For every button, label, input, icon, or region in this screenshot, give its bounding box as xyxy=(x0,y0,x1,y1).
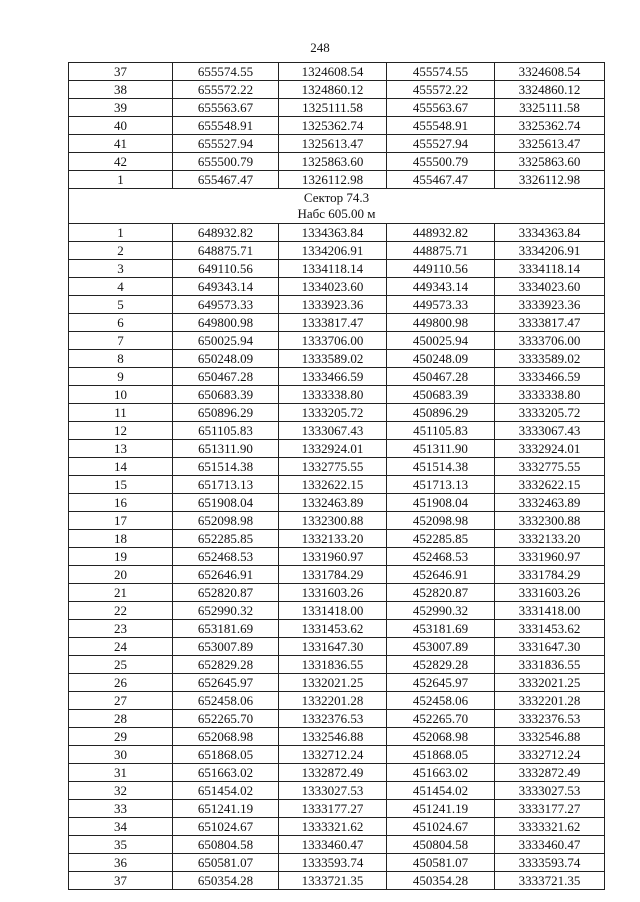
point-number-cell: 12 xyxy=(69,422,173,440)
y-local-cell: 3331418.00 xyxy=(495,602,605,620)
x-local-cell: 449343.14 xyxy=(387,278,495,296)
y-coord-cell: 1332872.49 xyxy=(279,764,387,782)
x-coord-cell: 650896.29 xyxy=(173,404,279,422)
x-coord-cell: 650248.09 xyxy=(173,350,279,368)
x-coord-cell: 648875.71 xyxy=(173,242,279,260)
y-local-cell: 3332622.15 xyxy=(495,476,605,494)
y-local-cell: 3332924.01 xyxy=(495,440,605,458)
table-row xyxy=(69,494,605,512)
y-coord-cell: 1332021.25 xyxy=(279,674,387,692)
table-row xyxy=(69,350,605,368)
y-local-cell: 3333706.00 xyxy=(495,332,605,350)
y-coord-cell: 1331784.29 xyxy=(279,566,387,584)
point-number-cell: 25 xyxy=(69,656,173,674)
x-coord-cell: 655467.47 xyxy=(173,171,279,189)
table-row xyxy=(69,728,605,746)
y-local-cell: 3333321.62 xyxy=(495,818,605,836)
x-coord-cell: 650025.94 xyxy=(173,332,279,350)
x-coord-cell: 648932.82 xyxy=(173,224,279,242)
point-number-cell: 41 xyxy=(69,135,173,153)
table-row xyxy=(69,710,605,728)
y-coord-cell: 1331418.00 xyxy=(279,602,387,620)
y-local-cell: 3333027.53 xyxy=(495,782,605,800)
table-row xyxy=(69,800,605,818)
point-number-cell: 21 xyxy=(69,584,173,602)
x-local-cell: 450896.29 xyxy=(387,404,495,422)
y-local-cell: 3332133.20 xyxy=(495,530,605,548)
y-local-cell: 3325362.74 xyxy=(495,117,605,135)
y-local-cell: 3332872.49 xyxy=(495,764,605,782)
table-row xyxy=(69,81,605,99)
y-coord-cell: 1333177.27 xyxy=(279,800,387,818)
point-number-cell: 39 xyxy=(69,99,173,117)
table-row xyxy=(69,314,605,332)
x-local-cell: 455527.94 xyxy=(387,135,495,153)
x-coord-cell: 651713.13 xyxy=(173,476,279,494)
point-number-cell: 1 xyxy=(69,224,173,242)
y-coord-cell: 1333706.00 xyxy=(279,332,387,350)
x-local-cell: 452990.32 xyxy=(387,602,495,620)
x-coord-cell: 651024.67 xyxy=(173,818,279,836)
y-coord-cell: 1333593.74 xyxy=(279,854,387,872)
x-local-cell: 455500.79 xyxy=(387,153,495,171)
y-coord-cell: 1331647.30 xyxy=(279,638,387,656)
y-coord-cell: 1324860.12 xyxy=(279,81,387,99)
x-local-cell: 452068.98 xyxy=(387,728,495,746)
x-coord-cell: 650467.28 xyxy=(173,368,279,386)
y-coord-cell: 1333460.47 xyxy=(279,836,387,854)
y-coord-cell: 1332201.28 xyxy=(279,692,387,710)
table-row xyxy=(69,260,605,278)
point-number-cell: 26 xyxy=(69,674,173,692)
y-local-cell: 3325111.58 xyxy=(495,99,605,117)
point-number-cell: 16 xyxy=(69,494,173,512)
x-local-cell: 448932.82 xyxy=(387,224,495,242)
y-coord-cell: 1333027.53 xyxy=(279,782,387,800)
table-row xyxy=(69,530,605,548)
table-row xyxy=(69,836,605,854)
x-local-cell: 451908.04 xyxy=(387,494,495,512)
x-local-cell: 451868.05 xyxy=(387,746,495,764)
y-coord-cell: 1333923.36 xyxy=(279,296,387,314)
y-coord-cell: 1333338.80 xyxy=(279,386,387,404)
y-local-cell: 3331836.55 xyxy=(495,656,605,674)
y-coord-cell: 1331453.62 xyxy=(279,620,387,638)
point-number-cell: 34 xyxy=(69,818,173,836)
point-number-cell: 8 xyxy=(69,350,173,368)
x-local-cell: 455574.55 xyxy=(387,63,495,81)
y-coord-cell: 1325111.58 xyxy=(279,99,387,117)
y-local-cell: 3325863.60 xyxy=(495,153,605,171)
x-coord-cell: 651454.02 xyxy=(173,782,279,800)
table-row xyxy=(69,548,605,566)
x-coord-cell: 652646.91 xyxy=(173,566,279,584)
table-row xyxy=(69,386,605,404)
y-local-cell: 3333817.47 xyxy=(495,314,605,332)
y-local-cell: 3334023.60 xyxy=(495,278,605,296)
x-local-cell: 451713.13 xyxy=(387,476,495,494)
point-number-cell: 10 xyxy=(69,386,173,404)
y-coord-cell: 1332546.88 xyxy=(279,728,387,746)
point-number-cell: 30 xyxy=(69,746,173,764)
y-local-cell: 3334363.84 xyxy=(495,224,605,242)
point-number-cell: 4 xyxy=(69,278,173,296)
table-row xyxy=(69,746,605,764)
point-number-cell: 2 xyxy=(69,242,173,260)
x-local-cell: 450683.39 xyxy=(387,386,495,404)
x-coord-cell: 652265.70 xyxy=(173,710,279,728)
point-number-cell: 36 xyxy=(69,854,173,872)
section-header-row xyxy=(69,189,605,224)
y-local-cell: 3332021.25 xyxy=(495,674,605,692)
table-row xyxy=(69,332,605,350)
x-local-cell: 451663.02 xyxy=(387,764,495,782)
x-coord-cell: 650804.58 xyxy=(173,836,279,854)
y-local-cell: 3332775.55 xyxy=(495,458,605,476)
y-coord-cell: 1334206.91 xyxy=(279,242,387,260)
y-local-cell: 3333593.74 xyxy=(495,854,605,872)
x-coord-cell: 652458.06 xyxy=(173,692,279,710)
y-local-cell: 3333589.02 xyxy=(495,350,605,368)
y-local-cell: 3333067.43 xyxy=(495,422,605,440)
x-coord-cell: 655548.91 xyxy=(173,117,279,135)
table-row xyxy=(69,584,605,602)
x-local-cell: 452829.28 xyxy=(387,656,495,674)
table-row xyxy=(69,458,605,476)
y-coord-cell: 1331603.26 xyxy=(279,584,387,602)
x-coord-cell: 652285.85 xyxy=(173,530,279,548)
point-number-cell: 18 xyxy=(69,530,173,548)
table-row xyxy=(69,117,605,135)
table-row xyxy=(69,620,605,638)
x-local-cell: 451241.19 xyxy=(387,800,495,818)
x-coord-cell: 652468.53 xyxy=(173,548,279,566)
point-number-cell: 33 xyxy=(69,800,173,818)
x-local-cell: 450354.28 xyxy=(387,872,495,890)
table-row xyxy=(69,404,605,422)
section-title: Сектор 74.3 xyxy=(303,190,370,205)
y-local-cell: 3331784.29 xyxy=(495,566,605,584)
point-number-cell: 37 xyxy=(69,63,173,81)
point-number-cell: 37 xyxy=(69,872,173,890)
x-coord-cell: 650354.28 xyxy=(173,872,279,890)
point-number-cell: 17 xyxy=(69,512,173,530)
x-coord-cell: 652098.98 xyxy=(173,512,279,530)
y-coord-cell: 1333721.35 xyxy=(279,872,387,890)
page-number: 248 xyxy=(310,40,330,55)
table-row xyxy=(69,602,605,620)
x-coord-cell: 652820.87 xyxy=(173,584,279,602)
x-coord-cell: 651663.02 xyxy=(173,764,279,782)
y-coord-cell: 1331836.55 xyxy=(279,656,387,674)
x-coord-cell: 653007.89 xyxy=(173,638,279,656)
y-local-cell: 3333338.80 xyxy=(495,386,605,404)
point-number-cell: 42 xyxy=(69,153,173,171)
x-local-cell: 452098.98 xyxy=(387,512,495,530)
y-coord-cell: 1333589.02 xyxy=(279,350,387,368)
x-local-cell: 450248.09 xyxy=(387,350,495,368)
x-coord-cell: 655527.94 xyxy=(173,135,279,153)
y-local-cell: 3326112.98 xyxy=(495,171,605,189)
table-row xyxy=(69,224,605,242)
x-local-cell: 450025.94 xyxy=(387,332,495,350)
x-local-cell: 453007.89 xyxy=(387,638,495,656)
y-coord-cell: 1332376.53 xyxy=(279,710,387,728)
table-row xyxy=(69,135,605,153)
coordinates-table xyxy=(68,62,605,890)
y-local-cell: 3333460.47 xyxy=(495,836,605,854)
table-row xyxy=(69,818,605,836)
x-local-cell: 452820.87 xyxy=(387,584,495,602)
table-row xyxy=(69,854,605,872)
x-coord-cell: 652068.98 xyxy=(173,728,279,746)
y-local-cell: 3331603.26 xyxy=(495,584,605,602)
x-local-cell: 452646.91 xyxy=(387,566,495,584)
x-local-cell: 451514.38 xyxy=(387,458,495,476)
point-number-cell: 13 xyxy=(69,440,173,458)
point-number-cell: 7 xyxy=(69,332,173,350)
x-coord-cell: 651105.83 xyxy=(173,422,279,440)
x-coord-cell: 655500.79 xyxy=(173,153,279,171)
table-row xyxy=(69,63,605,81)
table-row xyxy=(69,512,605,530)
y-local-cell: 3331453.62 xyxy=(495,620,605,638)
x-coord-cell: 650581.07 xyxy=(173,854,279,872)
x-coord-cell: 652990.32 xyxy=(173,602,279,620)
table-row xyxy=(69,764,605,782)
point-number-cell: 11 xyxy=(69,404,173,422)
x-coord-cell: 651514.38 xyxy=(173,458,279,476)
x-coord-cell: 653181.69 xyxy=(173,620,279,638)
point-number-cell: 14 xyxy=(69,458,173,476)
x-local-cell: 451105.83 xyxy=(387,422,495,440)
y-coord-cell: 1332622.15 xyxy=(279,476,387,494)
y-local-cell: 3333177.27 xyxy=(495,800,605,818)
x-coord-cell: 649110.56 xyxy=(173,260,279,278)
point-number-cell: 27 xyxy=(69,692,173,710)
y-coord-cell: 1332463.89 xyxy=(279,494,387,512)
table-row xyxy=(69,242,605,260)
point-number-cell: 15 xyxy=(69,476,173,494)
point-number-cell: 31 xyxy=(69,764,173,782)
point-number-cell: 35 xyxy=(69,836,173,854)
point-number-cell: 40 xyxy=(69,117,173,135)
y-coord-cell: 1332712.24 xyxy=(279,746,387,764)
y-local-cell: 3331647.30 xyxy=(495,638,605,656)
y-coord-cell: 1326112.98 xyxy=(279,171,387,189)
x-coord-cell: 651908.04 xyxy=(173,494,279,512)
point-number-cell: 38 xyxy=(69,81,173,99)
x-coord-cell: 649573.33 xyxy=(173,296,279,314)
x-local-cell: 451454.02 xyxy=(387,782,495,800)
y-coord-cell: 1334023.60 xyxy=(279,278,387,296)
y-coord-cell: 1325613.47 xyxy=(279,135,387,153)
section-subtitle: Набс 605.00 м xyxy=(297,206,376,221)
y-coord-cell: 1331960.97 xyxy=(279,548,387,566)
y-coord-cell: 1332300.88 xyxy=(279,512,387,530)
table-row xyxy=(69,782,605,800)
point-number-cell: 22 xyxy=(69,602,173,620)
y-local-cell: 3333205.72 xyxy=(495,404,605,422)
y-local-cell: 3332376.53 xyxy=(495,710,605,728)
table-row xyxy=(69,656,605,674)
y-local-cell: 3333923.36 xyxy=(495,296,605,314)
x-coord-cell: 651868.05 xyxy=(173,746,279,764)
y-local-cell: 3332300.88 xyxy=(495,512,605,530)
table-row xyxy=(69,566,605,584)
y-local-cell: 3332712.24 xyxy=(495,746,605,764)
table-row xyxy=(69,368,605,386)
y-local-cell: 3333466.59 xyxy=(495,368,605,386)
y-coord-cell: 1332775.55 xyxy=(279,458,387,476)
x-local-cell: 450804.58 xyxy=(387,836,495,854)
table-row xyxy=(69,674,605,692)
section-header-body xyxy=(69,189,605,224)
y-local-cell: 3332463.89 xyxy=(495,494,605,512)
x-local-cell: 452468.53 xyxy=(387,548,495,566)
table-row xyxy=(69,171,605,189)
y-local-cell: 3324608.54 xyxy=(495,63,605,81)
x-local-cell: 451024.67 xyxy=(387,818,495,836)
x-local-cell: 452645.97 xyxy=(387,674,495,692)
table-row xyxy=(69,440,605,458)
point-number-cell: 3 xyxy=(69,260,173,278)
table-row xyxy=(69,638,605,656)
y-coord-cell: 1324608.54 xyxy=(279,63,387,81)
x-local-cell: 455467.47 xyxy=(387,171,495,189)
point-number-cell: 1 xyxy=(69,171,173,189)
y-coord-cell: 1333321.62 xyxy=(279,818,387,836)
x-local-cell: 450581.07 xyxy=(387,854,495,872)
point-number-cell: 32 xyxy=(69,782,173,800)
y-coord-cell: 1332924.01 xyxy=(279,440,387,458)
point-number-cell: 19 xyxy=(69,548,173,566)
x-local-cell: 448875.71 xyxy=(387,242,495,260)
x-local-cell: 455548.91 xyxy=(387,117,495,135)
y-coord-cell: 1334363.84 xyxy=(279,224,387,242)
x-local-cell: 449800.98 xyxy=(387,314,495,332)
y-coord-cell: 1325863.60 xyxy=(279,153,387,171)
y-coord-cell: 1325362.74 xyxy=(279,117,387,135)
point-number-cell: 6 xyxy=(69,314,173,332)
y-coord-cell: 1333205.72 xyxy=(279,404,387,422)
x-coord-cell: 655574.55 xyxy=(173,63,279,81)
point-number-cell: 9 xyxy=(69,368,173,386)
x-local-cell: 449573.33 xyxy=(387,296,495,314)
x-coord-cell: 649343.14 xyxy=(173,278,279,296)
x-coord-cell: 651241.19 xyxy=(173,800,279,818)
table-row xyxy=(69,872,605,890)
table-body-top xyxy=(69,63,605,189)
y-local-cell: 3334206.91 xyxy=(495,242,605,260)
y-coord-cell: 1333817.47 xyxy=(279,314,387,332)
y-coord-cell: 1333067.43 xyxy=(279,422,387,440)
point-number-cell: 24 xyxy=(69,638,173,656)
section-header xyxy=(69,189,605,224)
y-local-cell: 3332201.28 xyxy=(495,692,605,710)
x-local-cell: 451311.90 xyxy=(387,440,495,458)
point-number-cell: 29 xyxy=(69,728,173,746)
y-local-cell: 3333721.35 xyxy=(495,872,605,890)
table-row xyxy=(69,422,605,440)
table-row xyxy=(69,153,605,171)
table-row xyxy=(69,476,605,494)
y-coord-cell: 1334118.14 xyxy=(279,260,387,278)
point-number-cell: 23 xyxy=(69,620,173,638)
x-coord-cell: 655563.67 xyxy=(173,99,279,117)
table-row xyxy=(69,278,605,296)
table-row xyxy=(69,296,605,314)
point-number-cell: 20 xyxy=(69,566,173,584)
y-local-cell: 3324860.12 xyxy=(495,81,605,99)
y-local-cell: 3332546.88 xyxy=(495,728,605,746)
x-local-cell: 449110.56 xyxy=(387,260,495,278)
x-local-cell: 452265.70 xyxy=(387,710,495,728)
x-coord-cell: 655572.22 xyxy=(173,81,279,99)
table-body-bottom xyxy=(69,224,605,890)
x-coord-cell: 652829.28 xyxy=(173,656,279,674)
x-local-cell: 452285.85 xyxy=(387,530,495,548)
x-local-cell: 455563.67 xyxy=(387,99,495,117)
y-local-cell: 3331960.97 xyxy=(495,548,605,566)
table-row xyxy=(69,99,605,117)
y-coord-cell: 1332133.20 xyxy=(279,530,387,548)
x-coord-cell: 650683.39 xyxy=(173,386,279,404)
point-number-cell: 28 xyxy=(69,710,173,728)
x-local-cell: 450467.28 xyxy=(387,368,495,386)
y-local-cell: 3325613.47 xyxy=(495,135,605,153)
x-coord-cell: 651311.90 xyxy=(173,440,279,458)
y-local-cell: 3334118.14 xyxy=(495,260,605,278)
x-coord-cell: 652645.97 xyxy=(173,674,279,692)
x-local-cell: 452458.06 xyxy=(387,692,495,710)
x-coord-cell: 649800.98 xyxy=(173,314,279,332)
table-row xyxy=(69,692,605,710)
x-local-cell: 455572.22 xyxy=(387,81,495,99)
x-local-cell: 453181.69 xyxy=(387,620,495,638)
y-coord-cell: 1333466.59 xyxy=(279,368,387,386)
point-number-cell: 5 xyxy=(69,296,173,314)
